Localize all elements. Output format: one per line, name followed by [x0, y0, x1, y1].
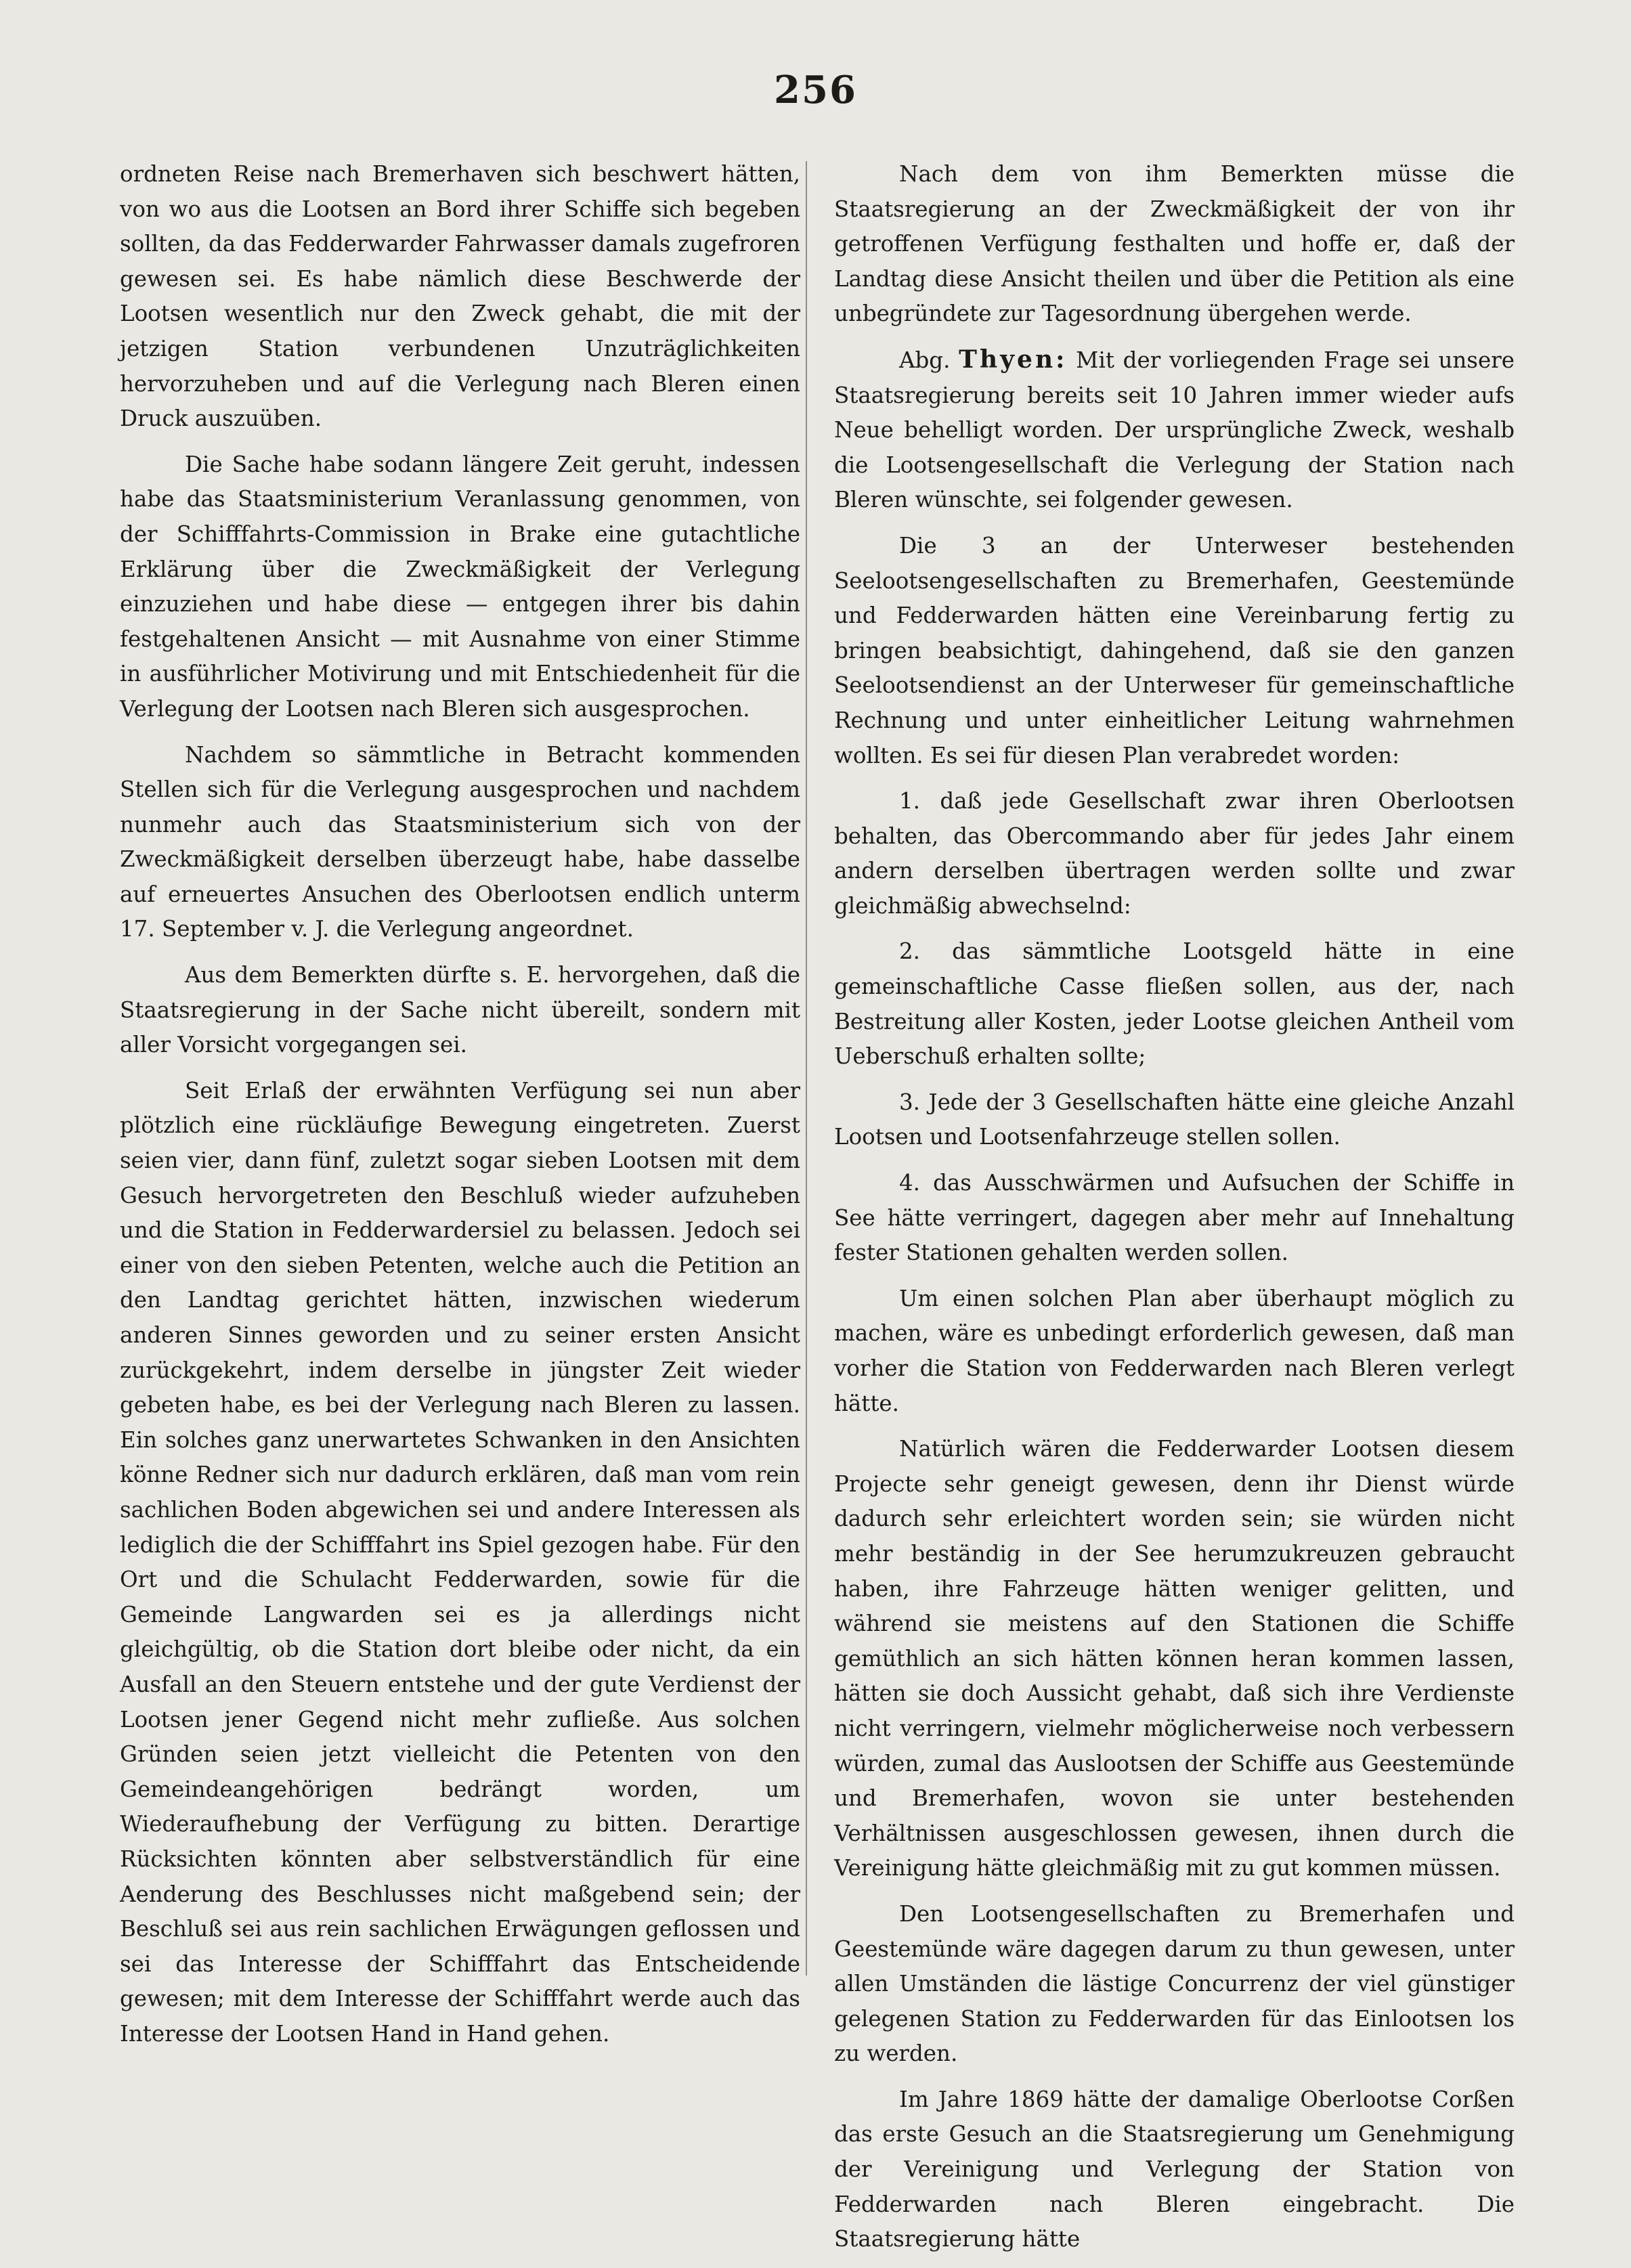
right-column: [834, 157, 1515, 2268]
paragraph: Aus dem Bemerkten dürfte s. E. hervorgehen, daß die Staatsregierung in der Sache nicht übereilt, sondern mit aller Vorsicht vorgegangen sei.: [120, 962, 800, 1058]
paragraph: Um einen solchen Plan aber überhaupt möglich zu machen, wäre es unbedingt erforderlich gewesen, daß man vorher die Station von Fedderwarden nach Bleren verlegt hätte.: [834, 1285, 1515, 1416]
paragraph: ordneten Reise nach Bremerhaven sich beschwert hätten, von wo aus die Lootsen an Bord ihrer Schiffe sich begeben sollten, da das Fedderwarder Fahrwasser damals zugefroren gewesen sei. Es habe nämlich diese Beschwerde der Lootsen wesentlich nur den Zweck gehabt, die mit der jetzigen Station verbundenen Unzuträglichkeiten hervorzuheben und auf die Verlegung nach Bleren einen Druck auszuüben.: [120, 161, 800, 432]
speaker-prefix: Abg.: [899, 347, 951, 373]
list-item: 3. Jede der 3 Gesellschaften hätte eine gleiche Anzahl Lootsen und Lootsenfahrzeuge stellen sollen.: [834, 1089, 1515, 1150]
paragraph: Seit Erlaß der erwähnten Verfügung sei nun aber plötzlich eine rückläufige Bewegung eingetreten. Zuerst seien vier, dann fünf, zuletzt sogar sieben Lootsen mit dem Gesuch hervorgetreten den Beschluß wieder aufzuheben und die Station in Fedderwardersiel zu belassen. Jedoch sei einer von den sieben Petenten, welche auch die Petition an den Landtag gerichtet hätten, inzwischen wiederum anderen Sinnes geworden und zu seiner ersten Ansicht zurückgekehrt, indem derselbe in jüngster Zeit wieder gebeten habe, es bei der Verlegung nach Bleren zu lassen. Ein solches ganz unerwartetes Schwanken in den Ansichten könne Redner sich nur dadurch erklären, daß man vom rein sachlichen Boden abgewichen sei und andere Interessen als lediglich die der Schifffahrt ins Spiel gezogen habe. Für den Ort und die Schulacht Fedderwarden, sowie für die Gemeinde Langwarden sei es ja allerdings nicht gleichgültig, ob die Station dort bleibe oder nicht, da ein Ausfall an den Steuern entstehe und der gute Verdienst der Lootsen jener Gegend nicht mehr zufließe. Aus solchen Gründen seien jetzt vielleicht die Petenten von den Gemeindeangehörigen bedrängt worden, um Wiederaufhebung der Verfügung zu bitten. Derartige Rücksichten könnten aber selbstverständlich für eine Aenderung des Beschlusses nicht maßgebend sein; der Beschluß sei aus rein sachlichen Erwägungen geflossen und sei das Interesse der Schifffahrt das Entscheidende gewesen; mit dem Interesse der Schifffahrt werde auch das Interesse der Lootsen Hand in Hand gehen.: [120, 1077, 800, 2047]
left-column: [120, 157, 800, 2062]
paragraph: Die Sache habe sodann längere Zeit geruht, indessen habe das Staatsministerium Veranlassung genommen, von der Schifffahrts-Commission in Brake eine gutachtliche Erklärung über die Zweckmäßigkeit der Verlegung einzuziehen und habe diese — entgegen ihrer bis dahin festgehaltenen Ansicht — mit Ausnahme von einer Stimme in ausführlicher Motivirung und mit Entschiedenheit für die Verlegung der Lootsen nach Bleren sich ausgesprochen.: [120, 451, 800, 722]
paragraph: Die 3 an der Unterweser bestehenden Seelootsengesellschaften zu Bremerhafen, Geestemünde und Fedderwarden hätten eine Vereinbarung fertig zu bringen beabsichtigt, dahingehend, daß sie den ganzen Seelootsendienst an der Unterweser für gemeinschaftliche Rechnung und unter einheitlicher Leitung wahrnehmen wollten. Es sei für diesen Plan verabredet worden:: [834, 532, 1515, 768]
column-divider: [806, 161, 807, 1976]
speaker-paragraph: [834, 343, 1515, 518]
speaker-name: Thyen:: [959, 345, 1068, 374]
paragraph: Den Lootsengesellschaften zu Bremerhafen und Geestemünde wäre dagegen darum zu thun gewesen, unter allen Umständen die lästige Concurrenz der viel günstiger gelegenen Station zu Fedderwarden für das Einlootsen los zu werden.: [834, 1900, 1515, 2067]
paragraph: Natürlich wären die Fedderwarder Lootsen diesem Projecte sehr geneigt gewesen, denn ihr Dienst würde dadurch sehr erleichtert worden sein; sie würden nicht mehr beständig in der See herumzukreuzen gebraucht haben, ihre Fahrzeuge hätten weniger gelitten, und während sie meistens auf den Stationen die Schiffe gemüthlich an sich hätten können heran kommen lassen, hätten sie doch Aussicht gehabt, daß sich ihre Verdienste nicht verringern, vielmehr möglicherweise noch verbessern würden, zumal das Auslootsen der Schiffe aus Geestemünde und Bremerhafen, wovon sie unter bestehenden Verhältnissen ausgeschlossen gewesen, ihnen durch die Vereinigung hätte gleichmäßig mit zu gut kommen müssen.: [834, 1436, 1515, 1881]
paragraph: Nachdem so sämmtliche in Betracht kommenden Stellen sich für die Verlegung ausgesprochen und nachdem nunmehr auch das Staatsministerium sich von der Zweckmäßigkeit derselben überzeugt habe, habe dasselbe auf erneuertes Ansuchen des Oberlootsen endlich unterm 17. September v. J. die Verlegung angeordnet.: [120, 741, 800, 942]
speaker-text: Mit der vorliegenden Frage sei unsere Staatsregierung bereits seit 10 Jahren immer wieder aufs Neue behelligt worden. Der ursprüngliche Zweck, weshalb die Lootsengesellschaft die Verlegung der Station nach Bleren wünschte, sei folgender gewesen.: [834, 347, 1515, 513]
list-item: 2. das sämmtliche Lootsgeld hätte in eine gemeinschaftliche Casse fließen sollen, aus der, nach Bestreitung aller Kosten, jeder Lootse gleichen Antheil vom Ueberschuß erhalten sollte;: [834, 938, 1515, 1070]
list-item: 4. das Ausschwärmen und Aufsuchen der Schiffe in See hätte verringert, dagegen aber mehr auf Innehaltung fester Stationen gehalten werden sollen.: [834, 1170, 1515, 1266]
page-number: 256: [774, 68, 857, 112]
paragraph: Nach dem von ihm Bemerkten müsse die Staatsregierung an der Zweckmäßigkeit der von ihr getroffenen Verfügung festhalten und hoffe er, daß der Landtag diese Ansicht theilen und über die Petition als eine unbegründete zur Tagesordnung übergehen werde.: [834, 161, 1515, 327]
list-item: 1. daß jede Gesellschaft zwar ihren Oberlootsen behalten, das Obercommando aber für jedes Jahr einem andern derselben übertragen werden sollte und zwar gleichmäßig abwechselnd:: [834, 788, 1515, 919]
paragraph: Im Jahre 1869 hätte der damalige Oberlootse Corßen das erste Gesuch an die Staatsregierung um Genehmigung der Vereinigung und Verlegung der Station von Fedderwarden nach Bleren eingebracht. Die Staatsregierung hätte: [834, 2086, 1515, 2252]
